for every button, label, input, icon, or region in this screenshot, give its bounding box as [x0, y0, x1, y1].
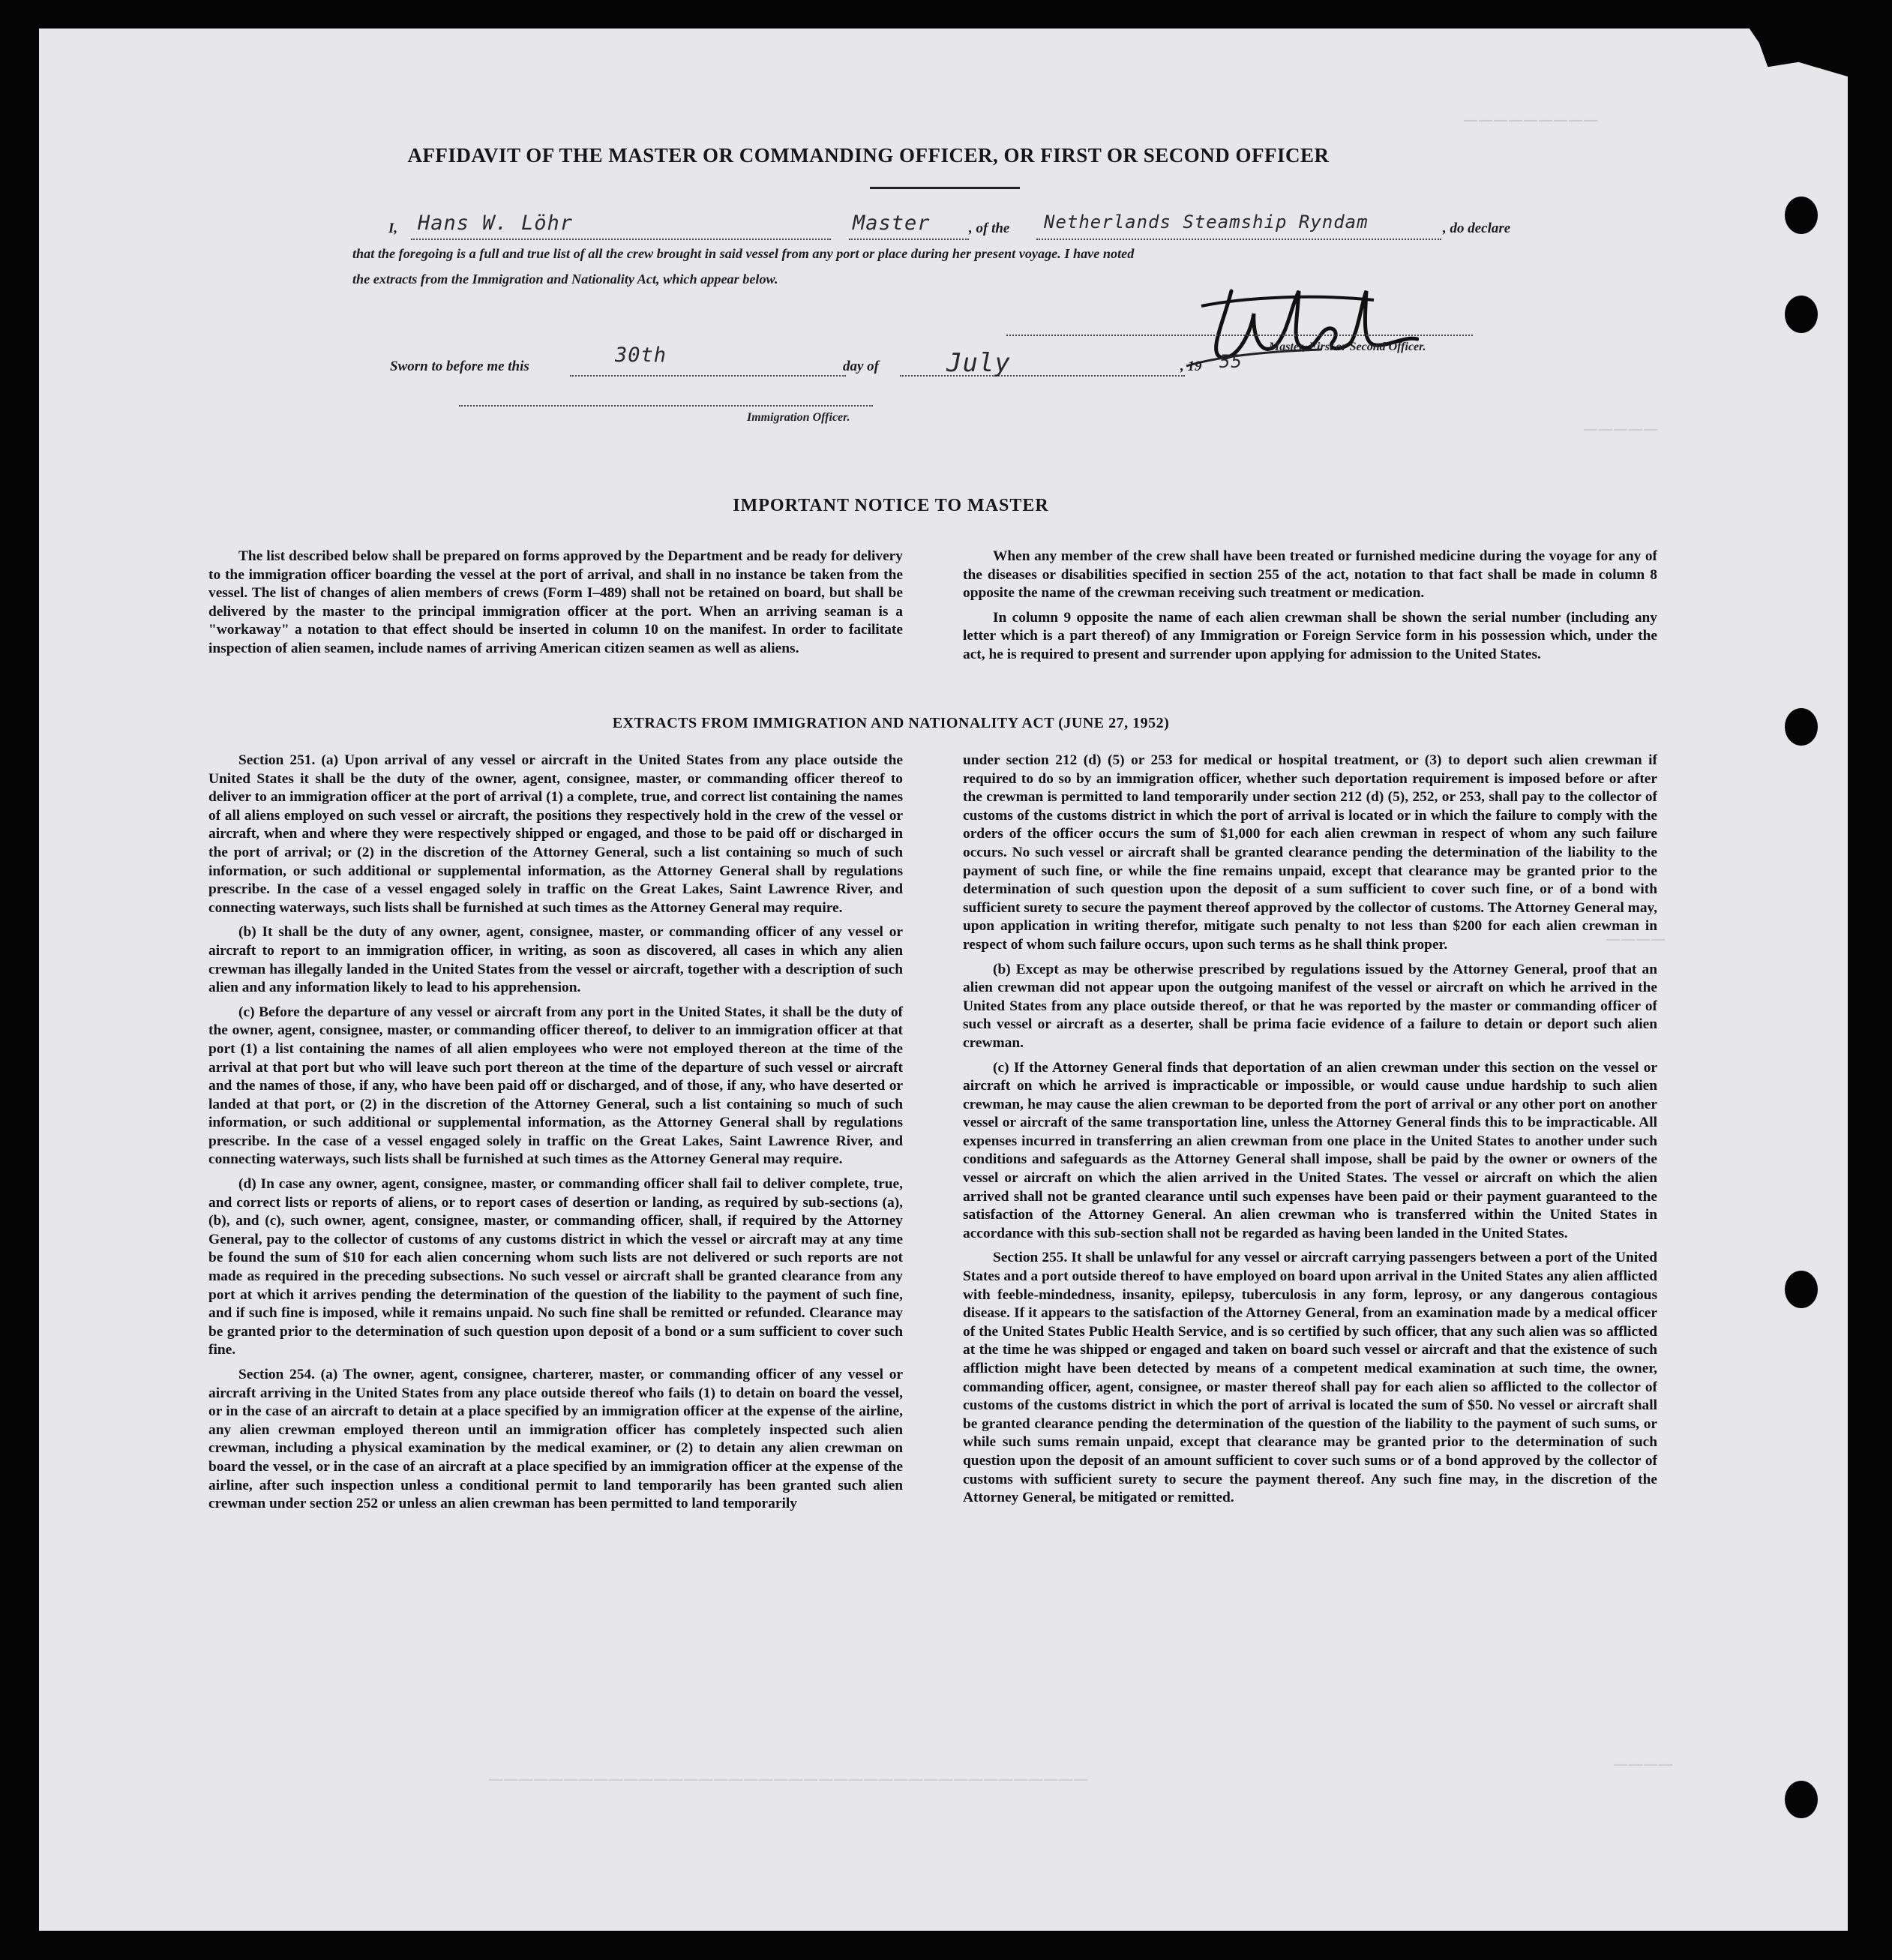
section-251-b: (b) It shall be the duty of any owner, agent, consignee, master, or commanding officer of any vessel or aircraft to report to an immigration officer, in writing, as soon as discovered, all cases in which any alien crewman has illegally landed in the United States from the vessel or aircraft, together with a description of such alien and any information likely to lead to his apprehension.: [208, 924, 903, 996]
corner-tear: [1725, 29, 1848, 77]
affidavit-title: AFFIDAVIT OF THE MASTER OR COMMANDING OFFICER, OR FIRST OR SECOND OFFICER: [407, 144, 1330, 167]
notice-paragraph: When any member of the crew shall have been treated or furnished medicine during the voyage for any of the diseases or disabilities specified in section 255 of the act, notation to that fact shall be made in column 8 opposite the name of the crewman receiving such treatment or medication.: [963, 548, 1657, 602]
notice-paragraph: The list described below shall be prepared on forms approved by the Department and be ready for delivery to the immigration officer boarding the vessel at the port of arrival, and shall in no instance be taken from the vessel. The list of changes of alien members of crews (Form I–489) shall not be retained on board, but shall be delivered by the master to the principal immigration officer at the port. When an arriving seaman is a "workaway" a notation to that effect should be inserted in column 10 on the manifest. In order to facilitate inspection of alien seamen, include names of arriving American citizen seamen as well as aliens.: [208, 548, 903, 656]
extracts-title: EXTRACTS FROM IMMIGRATION AND NATIONALITY ACT (JUNE 27, 1952): [612, 715, 1170, 731]
bleed-through-text: ────────────────────────────────────────: [489, 1769, 1090, 1794]
title-rule: [870, 187, 1020, 189]
bleed-through-text: ─────────: [1464, 110, 1600, 135]
immigration-officer-line: [459, 405, 873, 407]
sworn-month-blank: [900, 375, 1185, 377]
year-prefix: , 19: [1180, 359, 1202, 374]
signature-line: [1006, 335, 1473, 336]
punch-hole: [1785, 296, 1818, 333]
punch-hole: [1785, 1781, 1818, 1818]
master-name: Hans W. Löhr: [418, 212, 574, 235]
affidavit-line-2: that the foregoing is a full and true list of all the crew brought in said vessel from any port or place during her present voyage. I have noted: [352, 246, 1135, 261]
day-of-label: day of: [843, 359, 880, 374]
sworn-day: 30th: [615, 344, 667, 367]
sworn-label: Sworn to before me this: [390, 359, 529, 374]
immigration-officer-label: Immigration Officer.: [747, 411, 850, 424]
notice-right-column: [963, 548, 1657, 671]
section-255: Section 255. It shall be unlawful for any vessel or aircraft carrying passengers between a port of the United States and a port outside thereof to have employed on board upon arrival in the United States any alien afflicted with feeble-mindedness, insanity, epilepsy, tuberculosis in any form, leprosy, or any dangerous contagious disease. If it appears to the satisfaction of the Attorney General, from an examination made by a medical officer of the United States Public Health Service, and is so certified by such officer, that any such alien was so afflicted at the time he was shipped or engaged and taken on board such vessel or aircraft and that the existence of such affliction might have been detected by means of a competent medical examination at such time, the owner, commanding officer, agent, consignee, or master thereof shall pay for each alien so afflicted to the collector of customs of the customs district in which the port of arrival is located the sum of $50. No vessel or aircraft shall be granted clearance pending the determination of the question of the liability to the payment of such sums, or while such sums remain unpaid, except that clearance may be granted prior to the determination of such question upon the deposit of an amount sufficient to cover such sums or of a bond approved by the collector of customs with sufficient surety to secure the payment thereof. Any such fine may, in the discretion of the Attorney General, be mitigated or remitted.: [963, 1250, 1657, 1506]
master-signature: [1179, 261, 1419, 374]
vessel-blank: [1036, 239, 1441, 240]
section-251-d: (d) In case any owner, agent, consignee, master, or commanding officer shall fail to deliver complete, true, and correct lists or reports of aliens, or to report cases of desertion or landing, as required by sub-sections (a), (b), and (c), such owner, agent, consignee, master, or commanding officer, shall, if required by the Attorney General, pay to the collector of customs of any customs district in which the vessel or aircraft may at any time be found the sum of $10 for each alien concerning whom such lists are not delivered or such reports are not made as required in the preceding subsections. No such vessel or aircraft shall be granted clearance from any port at which it arrives pending the determination of the question of the liability to the payment of such fine, and if such fine is imposed, while it remains unpaid. No such fine shall be remitted or refunded. Clearance may be granted prior to the determination of such question upon deposit of a bond or a sum sufficient to cover such fine.: [208, 1176, 903, 1358]
section-254-b: (b) Except as may be otherwise prescribed by regulations issued by the Attorney General, proof that an alien crewman did not appear upon the outgoing manifest of the vessel or aircraft on which he arrived in the United States from any place outside thereof, or that he was reported by the master or commanding officer of such vessel or aircraft as a deserter, shall be prima facie evidence of a failure to detain or deport such alien crewman.: [963, 961, 1657, 1051]
section-251-a: Section 251. (a) Upon arrival of any vessel or aircraft in the United States from any place outside the United States it shall be the duty of the owner, agent, consignee, master, or commanding officer thereof to deliver to an immigration officer at the port of arrival (1) a complete, true, and correct list containing the names of all aliens employed on such vessel or aircraft, the positions they respectively hold in the crew of the vessel or aircraft, when and where they were respectively shipped or engaged, and those to be paid off or discharged in the port of arrival; or (2) in the discretion of the Attorney General, such a list containing so much of such information, or such additional or supplemental information, as the Attorney General shall by regulations prescribe. In the case of a vessel engaged solely in traffic on the Great Lakes, Saint Lawrence River, and connecting waterways, such lists shall be furnished at such times as the Attorney General may require.: [208, 752, 903, 916]
title-blank: [849, 239, 969, 240]
sworn-month: July: [946, 348, 1011, 378]
extracts-right-column: [963, 752, 1657, 1514]
affidavit-prefix: I,: [388, 221, 398, 236]
affidavit-line-3: the extracts from the Immigration and Nationality Act, which appear below.: [352, 272, 778, 287]
section-254-c: (c) If the Attorney General finds that deportation of an alien crewman under this section on the vessel or aircraft on which he arrived is impracticable or impossible, or would cause undue hardship to such alien crewman, he may cause the alien crewman to be deported from the port of arrival or any other port on another vessel or aircraft of the same transportation line, unless the Attorney General finds this to be impracticable. All expenses incurred in transferring an alien crewman from one place in the United States to another under such conditions and safeguards as the Attorney General shall impose, shall be paid by the owner or owners of the vessel or aircraft on which the alien arrived in the United States. The vessel or aircraft on which the alien arrived shall not be granted clearance until such expenses have been paid or their payment guaranteed to the satisfaction of the Attorney General. An alien crewman who is transferred within the United States in accordance with this sub-section shall not be regarded as having been landed in the United States.: [963, 1059, 1657, 1241]
bleed-through-text: ────: [1614, 1754, 1675, 1779]
declare-label: , do declare: [1443, 221, 1511, 236]
vessel-name: Netherlands Steamship Ryndam: [1044, 212, 1369, 233]
extracts-left-column: [208, 752, 903, 1520]
sworn-year: 55: [1219, 351, 1243, 372]
of-the-label: , of the: [969, 221, 1010, 236]
punch-hole: [1785, 1271, 1818, 1308]
section-251-c: (c) Before the departure of any vessel or aircraft from any port in the United States, it shall be the duty of the owner, agent, consignee, master, or commanding officer thereof, to deliver to an immigration officer at that port (1) a list containing the names of all alien employees who were not employed thereon at the time of the arrival at that port but who will leave such port thereon at the time of the departure of such vessel or aircraft and the names of those, if any, who have been paid off or discharged, and of those, if any, who have deserted or landed at that port, or (2) in the discretion of the Attorney General, such a list containing so much of such information, or such additional or supplemental information, as the Attorney General shall by regulations prescribe. In the case of a vessel engaged solely in traffic on the Great Lakes, Saint Lawrence River, and connecting waterways, such lists shall be furnished at such times as the Attorney General may require.: [208, 1004, 903, 1168]
document-page: [39, 29, 1848, 1931]
master-title: Master: [853, 212, 931, 235]
punch-hole: [1785, 197, 1818, 234]
notice-left-column: [208, 548, 903, 665]
notice-paragraph: In column 9 opposite the name of each alien crewman shall be shown the serial number (including any letter which is a part thereof) of any Immigration or Foreign Service form in his possession which, under the act, he is required to present and surrender upon applying for admission to the United States.: [963, 609, 1657, 662]
name-blank: [411, 239, 831, 240]
sworn-day-blank: [570, 375, 846, 377]
section-254-a: Section 254. (a) The owner, agent, consignee, charterer, master, or commanding officer of any vessel or aircraft arriving in the United States from any place outside thereof who fails (1) to detain on board the vessel, or in the case of an aircraft to detain at a place specified by an immigration officer at the expense of the airline, any alien crewman employed thereon until an immigration officer has completely inspected such alien crewman, including a physical examination by the medical examiner, or (2) to detain any alien crewman on board the vessel, or in the case of an aircraft at a place specified by an immigration officer at the expense of the airline, after such inspection unless a conditional permit to land temporarily has been granted such alien crewman under section 252 or unless an alien crewman has been permitted to land temporarily: [208, 1367, 903, 1512]
bleed-through-text: ─────: [1584, 419, 1660, 444]
bleed-through-text: ────: [1606, 929, 1667, 954]
signature-label: Master, First or Second Officer.: [1269, 341, 1426, 353]
notice-title: IMPORTANT NOTICE TO MASTER: [733, 496, 1049, 515]
section-254-a-continued: under section 212 (d) (5) or 253 for medical or hospital treatment, or (3) to deport such alien crewman if required to do so by an immigration officer, whether such deportation requirement is imposed before or after the crewman is permitted to land temporarily under section 212 (d) (5), 252, or 253, shall pay to the collector of customs of the customs district in which the port of arrival is located or in which the failure to comply with the orders of the officer occurs the sum of $1,000 for each alien crewman in respect of whom any such failure occurs. No such vessel or aircraft shall be granted clearance pending the determination of the liability to the payment of such fine, or while the fine remains unpaid, except that clearance may be granted prior to the determination of such question upon the deposit of a sum sufficient to cover such fine, or of a bond with sufficient surety to secure the payment thereof approved by the collector of customs. The Attorney General may, upon application in writing therefor, mitigate such penalty to not less than $200 for each alien crewman in respect of whom such failure occurs, upon such terms as he shall think proper.: [963, 752, 1657, 953]
